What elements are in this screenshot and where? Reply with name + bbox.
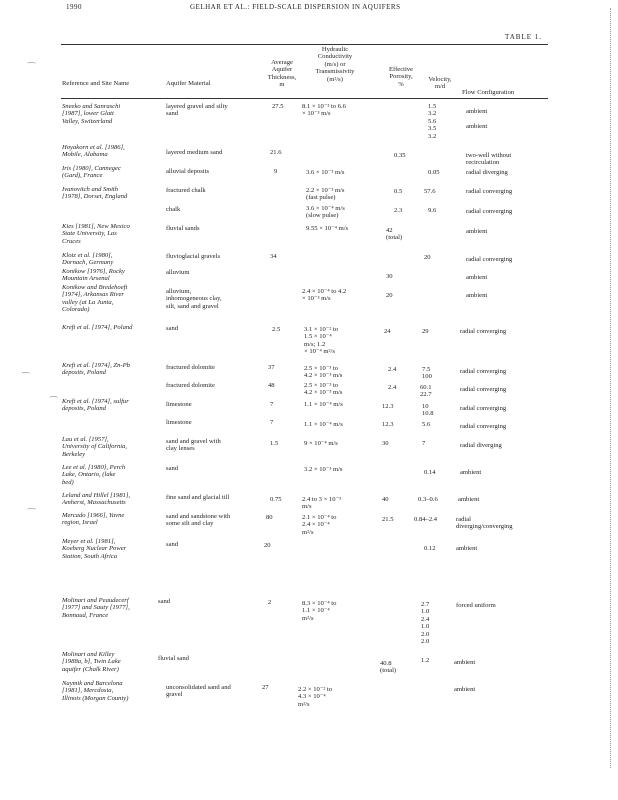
table-cell-porosity: 40.8 (total) xyxy=(380,660,397,675)
table-cell-porosity: 0.5 xyxy=(394,188,403,195)
table-cell-flow: ambient xyxy=(456,545,478,552)
table-cell-velocity: 9.6 xyxy=(428,207,437,214)
table-cell-conductivity: 2.1 × 10⁻⁴ to 2.4 × 10⁻⁴ m²/s xyxy=(302,514,337,536)
table-cell-velocity: 0.05 xyxy=(428,169,440,176)
table-cell-porosity: 12.3 xyxy=(382,421,394,428)
col-header-porosity: Effective Porosity, % xyxy=(388,66,414,88)
table-cell-porosity: 21.5 xyxy=(382,516,394,523)
table-cell-material: alluvium xyxy=(166,269,190,276)
table-cell-porosity: 30 xyxy=(382,440,389,447)
table-cell-porosity: 42 (total) xyxy=(386,227,403,242)
table-cell-porosity: 12.3 xyxy=(382,403,394,410)
table-cell-flow: ambient xyxy=(458,496,480,503)
table-cell-reference: Mercado [1966], Yavne region, Israel xyxy=(62,512,125,527)
table-cell-material: sand xyxy=(166,541,179,548)
table-cell-flow: radial converging xyxy=(466,208,513,215)
table-cell-conductivity: 2.4 × 10⁻⁴ to 4.2 × 10⁻³ m/s xyxy=(302,288,347,303)
table-cell-material: fluvial sands xyxy=(166,225,200,232)
table-cell-flow: ambient xyxy=(460,469,482,476)
margin-scribble-mark: ⁀ xyxy=(50,396,58,406)
table-cell-thickness: 0.75 xyxy=(270,496,282,503)
table-cell-thickness: 48 xyxy=(268,382,275,389)
table-cell-porosity: 24 xyxy=(384,328,391,335)
table-cell-reference: Lau et al. [1957], University of California, Berkeley xyxy=(62,436,128,458)
table-cell-flow: radial diverging/converging xyxy=(456,516,513,531)
table-cell-thickness: 20 xyxy=(264,542,271,549)
table-cell-reference: Klotz et al. [1980], Dornach, Germany xyxy=(62,252,114,267)
margin-scribble-mark: ⁀ xyxy=(28,508,36,518)
table-cell-velocity: 60.1 22.7 xyxy=(420,384,432,399)
table-cell-reference: Kies [1981], New Mexico State University, Las Cruces xyxy=(62,223,130,245)
table-cell-flow: radial converging xyxy=(460,386,507,393)
table-cell-velocity: 0.14 xyxy=(424,469,436,476)
table-cell-velocity: 1.5 3.2 5.6 3.5 3.2 xyxy=(428,103,437,140)
table-label: TABLE 1. xyxy=(505,33,542,41)
table-cell-porosity: 30 xyxy=(386,273,393,280)
table-cell-material: fluvial sand xyxy=(158,655,189,662)
table-cell-flow: ambient xyxy=(466,228,488,235)
table-cell-thickness: 9 xyxy=(274,168,278,175)
table-cell-thickness: 7 xyxy=(270,401,274,408)
table-cell-conductivity: 1.1 × 10⁻⁴ m/s xyxy=(304,401,343,408)
table-cell-reference: Leland and Hillel [1981], Amherst, Massachusetts xyxy=(62,492,131,507)
table-cell-porosity: 0.35 xyxy=(394,152,406,159)
table-cell-flow: radial diverging xyxy=(466,169,508,176)
table-cell-reference: Kreft et al. [1974], Poland xyxy=(62,324,133,331)
table-cell-conductivity: 1.1 × 10⁻⁴ m/s xyxy=(304,421,343,428)
table-cell-velocity: 29 xyxy=(422,328,429,335)
table-cell-thickness: 1.5 xyxy=(270,440,279,447)
table-cell-porosity: 40 xyxy=(382,496,389,503)
table-cell-flow: two-well without recirculation xyxy=(466,152,512,167)
table-cell-velocity: 0.84–2.4 xyxy=(414,516,438,523)
table-cell-thickness: 2 xyxy=(268,599,272,606)
table-cell-porosity: 20 xyxy=(386,292,393,299)
table-cell-conductivity: 9 × 10⁻⁴ m/s xyxy=(304,440,338,447)
table-cell-porosity: 2.4 xyxy=(388,366,397,373)
table-cell-conductivity: 8.1 × 10⁻³ to 6.6 × 10⁻³ m/s xyxy=(302,103,346,118)
table-cell-material: fractured dolomite xyxy=(166,364,215,371)
table-cell-thickness: 7 xyxy=(270,419,274,426)
table-cell-conductivity: 2.2 × 10⁻² to 4.3 × 10⁻⁴ m²/s xyxy=(298,686,333,708)
table-cell-material: fluvioglacial gravels xyxy=(166,253,221,260)
margin-scribble-mark: ⁀ xyxy=(28,62,36,72)
margin-scribble-mark: ⁀ xyxy=(22,372,30,382)
table-cell-material: sand and gravel with clay lenses xyxy=(166,438,221,453)
table-cell-conductivity: 2.5 × 10⁻³ to 4.2 × 10⁻³ m/s xyxy=(304,382,343,397)
table-cell-velocity: 7.5 100 xyxy=(422,366,432,381)
table-cell-thickness: 34 xyxy=(270,253,277,260)
table-cell-reference: Iris [1980], Cannegec (Gard), France xyxy=(62,165,121,180)
table-cell-conductivity: 8.3 × 10⁻⁴ to 1.1 × 10⁻⁴ m²/s xyxy=(302,600,337,622)
table-cell-material: fine sand and glacial till xyxy=(166,494,230,501)
table-cell-material: sand xyxy=(166,465,179,472)
table-cell-velocity: 5.6 xyxy=(422,421,431,428)
running-title: GELHAR ET AL.: FIELD-SCALE DISPERSION IN AQUIFERS xyxy=(190,3,401,11)
table-cell-flow: radial converging xyxy=(466,188,513,195)
table-cell-material: layered gravel and silty sand xyxy=(166,103,228,118)
table-cell-conductivity: 3.6 × 10⁻³ m/s xyxy=(306,169,345,176)
table-cell-flow: radial converging xyxy=(460,405,507,412)
table-cell-thickness: 2.5 xyxy=(272,326,281,333)
table-cell-material: sand xyxy=(158,598,171,605)
table-cell-reference: Kreft et al. [1974], Zn-Pb deposits, Poland xyxy=(62,362,130,377)
table-cell-reference: Ivanovitch and Smith [1978], Dorset, England xyxy=(62,186,128,201)
table-cell-conductivity: 3.2 × 10⁻³ m/s xyxy=(304,466,343,473)
table-cell-porosity: 2.4 xyxy=(388,384,397,391)
table-cell-reference: Molinari and Peaudecerf [1977] and Sauty [1977], Bonnaud, France xyxy=(62,597,130,619)
scan-edge-border xyxy=(610,8,616,768)
col-header-reference: Reference and Site Name xyxy=(62,80,130,87)
table-cell-thickness: 21.6 xyxy=(270,149,282,156)
table-cell-material: fractured dolomite xyxy=(166,382,215,389)
table-cell-velocity: 10 10.8 xyxy=(422,403,434,418)
table-cell-reference: Molinari and Killey [1988a, b], Twin Lake aquifer (Chalk River) xyxy=(62,651,121,673)
table-cell-reference: Meyer et al. [1981], Koeberg Nuclear Power Station, South Africa xyxy=(62,538,127,560)
col-header-velocity: Velocity, m/d xyxy=(428,76,452,91)
table-cell-conductivity: 2.5 × 10⁻³ to 4.2 × 10⁻³ m/s xyxy=(304,365,343,380)
table-cell-flow: ambient ambient xyxy=(466,108,488,130)
table-cell-flow: radial converging xyxy=(460,423,507,430)
table-cell-velocity: 0.12 xyxy=(424,545,436,552)
table-cell-conductivity: 3.1 × 10⁻² to 1.5 × 10⁻⁴ m/s; 1.2 × 10⁻⁴ m²/s xyxy=(304,326,339,356)
table-cell-flow: ambient xyxy=(466,274,488,281)
table-cell-flow: radial converging xyxy=(466,256,513,263)
table-cell-reference: Naymik and Barcelona [1981], Mercdosia, Illinois (Morgan County) xyxy=(62,680,129,702)
table-cell-porosity: 2.3 xyxy=(394,207,403,214)
table-cell-conductivity: 2.4 to 3 × 10⁻³ m/s xyxy=(302,496,342,511)
table-cell-flow: ambient xyxy=(466,292,488,299)
col-header-material: Aquifer Material xyxy=(166,80,211,87)
table-cell-material: fractured chalk xyxy=(166,187,206,194)
table-cell-conductivity: 3.6 × 10⁻⁴ m/s (slow pulse) xyxy=(306,205,345,220)
table-cell-thickness: 37 xyxy=(268,364,275,371)
table-cell-reference: Sneeko and Sanraschi [1987], lower Glatt Valley, Switzerland xyxy=(62,103,121,125)
col-header-conductivity: Hydraulic Conductivity (m/s) or Transmissivity (m²/s) xyxy=(315,46,355,83)
table-cell-reference: Lee et al. [1980], Perch Lake, Ontario, (lake bed) xyxy=(62,464,126,486)
table-cell-flow: radial diverging xyxy=(460,442,502,449)
table-cell-velocity: 0.3–0.6 xyxy=(418,496,438,503)
table-cell-material: limestone xyxy=(166,419,192,426)
page-number: 1990 xyxy=(66,3,82,11)
table-cell-flow: ambient xyxy=(454,686,476,693)
table-cell-material: layered medium sand xyxy=(166,149,223,156)
table-cell-material: limestone xyxy=(166,401,192,408)
table-cell-flow: forced uniform xyxy=(456,602,496,609)
table-cell-thickness: 80 xyxy=(266,514,273,521)
table-cell-velocity: 57.6 xyxy=(424,188,436,195)
table-cell-velocity: 1.2 xyxy=(421,657,430,664)
table-cell-reference: Hoyakorn et al. [1986], Mobile, Alabama xyxy=(62,144,125,159)
table-cell-conductivity: 2.2 × 10⁻³ m/s (fast pulse) xyxy=(306,187,345,202)
table-cell-reference: Kreft et al. [1974], sulfur deposits, Poland xyxy=(62,398,129,413)
table-cell-material: sand xyxy=(166,325,179,332)
table-cell-conductivity: 9.55 × 10⁻⁴ m/s xyxy=(306,225,349,232)
table-cell-material: alluvial deposits xyxy=(166,168,210,175)
col-header-thickness: Average Aquifer Thickness, m xyxy=(267,59,297,89)
table-cell-flow: radial converging xyxy=(460,368,507,375)
table-cell-velocity: 20 xyxy=(424,254,431,261)
header-bottom-rule xyxy=(61,98,548,99)
table-cell-velocity: 7 xyxy=(422,440,426,447)
table-cell-material: sand and sandstone with some silt and clay xyxy=(166,513,231,528)
table-cell-reference: Konikow and Bredehoeft [1974], Arkansas River valley (at La Junta, Colorado) xyxy=(62,284,128,314)
table-cell-flow: radial converging xyxy=(460,328,507,335)
table-top-rule xyxy=(61,44,548,45)
table-cell-velocity: 2.7 1.0 2.4 1.0 2.0 2.0 xyxy=(421,601,430,646)
table-cell-thickness: 27 xyxy=(262,684,269,691)
table-cell-thickness: 27.5 xyxy=(272,103,284,110)
table-cell-material: chalk xyxy=(166,206,181,213)
table-cell-material: unconsolidated sand and gravel xyxy=(166,684,231,699)
table-cell-material: alluvium, inhomogeneous clay, silt, sand and gravel xyxy=(166,288,222,310)
table-cell-reference: Konikow [1976], Rocky Mountain Arsenal xyxy=(62,268,125,283)
table-cell-flow: ambient xyxy=(454,659,476,666)
col-header-flow: Flow Configuration xyxy=(462,89,515,96)
